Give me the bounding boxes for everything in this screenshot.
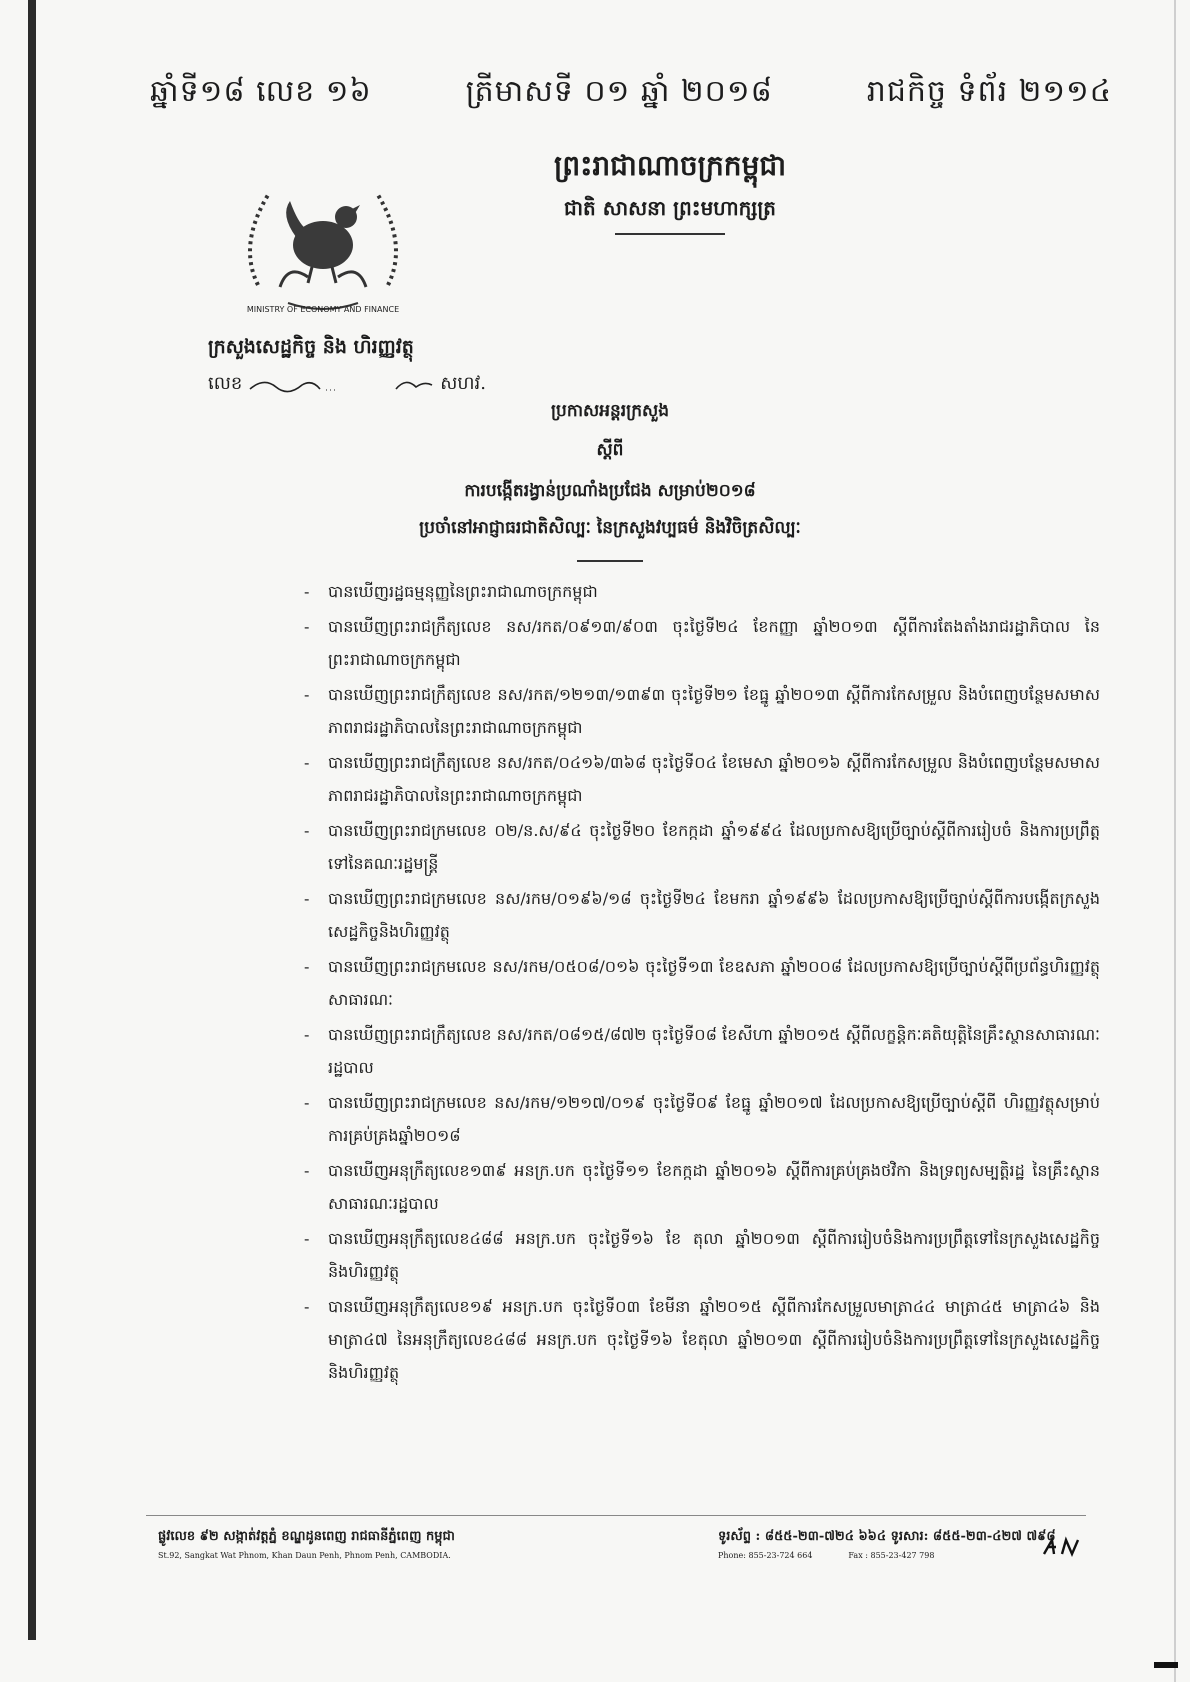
address-english: St.92, Sangkat Wat Phnom, Khan Daun Penh, Phnom Penh, CAMBODIA.: [158, 1551, 451, 1560]
list-item: - បានឃើញព្រះរាជក្រឹត្យលេខ នស/រកត/០៩១៣/៩០៣ ចុះថ្ងៃទី២៤ ខែកញ្ញា ឆ្នាំ២០១៣ ស្តីពីការតែងតាំងរាជរដ្ឋាភិបាល នៃព្រះរាជាណាចក្រកម្ពុជា: [300, 610, 1100, 676]
footer-address: [158, 1528, 455, 1560]
ministry-block: [208, 335, 486, 398]
reference-prefix: លេខ: [208, 373, 243, 394]
list-item: - បានឃើញអនុក្រឹត្យលេខ១៣៩ អនក្រ.បក ចុះថ្ងៃទី១១ ខែកក្កដា ឆ្នាំ២០១៦ ស្តីពីការគ្រប់គ្រងថវិកា និងទ្រព្យសម្បត្តិរដ្ឋ នៃគ្រឹះស្ថានសាធារណៈរដ្ឋបាល: [300, 1154, 1100, 1220]
footer-divider: [146, 1515, 1086, 1516]
document-title-line1: ការបង្កើតរង្វាន់ប្រណាំងប្រជែង សម្រាប់២០១៨: [464, 481, 756, 501]
fax-english: Fax : 855-23-427 798: [848, 1551, 935, 1560]
document-heading: [250, 400, 970, 562]
gazette-quarter: ត្រីមាសទី ០១ ឆ្នាំ ២០១៨: [465, 74, 773, 109]
kingdom-name: ព្រះរាជាណាចក្រកម្ពុជា: [553, 149, 786, 182]
list-item: - បានឃើញព្រះរាជក្រមលេខ នស/រកម/០១៩៦/១៨ ចុះថ្ងៃទី២៤ ខែមករា ឆ្នាំ១៩៩៦ ដែលប្រកាសឱ្យប្រើច្បាប់ស្តីពីការបង្កើតក្រសួងសេដ្ឋកិច្ចនិងហិរញ្ញវត្ថុ: [300, 882, 1100, 948]
running-head: [150, 72, 1112, 116]
footer-contact: [718, 1528, 1056, 1560]
list-item: - បានឃើញព្រះរាជក្រមលេខ នស/រកម/១២១៧/០១៩ ចុះថ្ងៃទី០៩ ខែធ្នូ ឆ្នាំ២០១៧ ដែលប្រកាសឱ្យប្រើច្បាប់ស្តីពី ហិរញ្ញវត្ថុសម្រាប់ការគ្រប់គ្រងឆ្នាំ២០១៨: [300, 1086, 1100, 1152]
scan-right-edge: [1174, 0, 1176, 1682]
reference-number: [208, 371, 486, 398]
considerations-list: [300, 575, 1100, 1391]
gazette-page-number: រាជកិច្ច ទំព័រ ២១១៤: [866, 74, 1112, 109]
document-title-line2: ប្រចាំនៅអាជ្ញាធរជាតិសិល្បៈ នៃក្រសួងវប្បធម៌ និងវិចិត្រសិល្បៈ: [419, 518, 801, 538]
list-item: - បានឃើញព្រះរាជក្រឹត្យលេខ នស/រកត/០៨១៥/៨៧២ ចុះថ្ងៃទី០៨ ខែសីហា ឆ្នាំ២០១៥ ស្តីពីលក្ខន្តិកៈគតិយុត្តិនៃគ្រឹះស្ថានសាធារណៈរដ្ឋបាល: [300, 1018, 1100, 1084]
contact-khmer: ទូរស័ព្ទ : ៨៥៥-២៣-៧២៤ ៦៦៤ ទូរសារ: ៨៥៥-២៣-៤២៧ ៧៩៨: [718, 1529, 1056, 1544]
scan-binding-edge: [28, 0, 36, 1640]
phone-english: Phone: 855-23-724 664: [718, 1551, 813, 1560]
national-motto: ជាតិ សាសនា ព្រះមហាក្សត្រ: [564, 196, 776, 220]
heading-rule: [577, 560, 643, 562]
address-khmer: ផ្លូវលេខ ៩២ សង្កាត់វត្តភ្នំ ខណ្ឌដូនពេញ រាជធានីភ្នំពេញ កម្ពុជា: [158, 1529, 455, 1544]
document-about: ស្តីពី: [596, 440, 624, 460]
handwritten-reference-icon: [246, 375, 436, 395]
list-item: - បានឃើញរដ្ឋធម្មនុញ្ញនៃព្រះរាជាណាចក្រកម្ពុជា: [300, 575, 1100, 608]
ornament-divider: [615, 233, 725, 235]
seal-ring-text: MINISTRY OF ECONOMY AND FINANCE: [246, 305, 400, 314]
rooster-seal-icon: [228, 165, 418, 315]
list-item: - បានឃើញព្រះរាជក្រមលេខ ០២/ន.ស/៩៤ ចុះថ្ងៃទី២០ ខែកក្កដា ឆ្នាំ១៩៩៤ ដែលប្រកាសឱ្យប្រើច្បាប់ស្តីពីការរៀបចំ និងការប្រព្រឹត្តទៅនៃគណៈរដ្ឋមន្ត្រី: [300, 814, 1100, 880]
document-type: ប្រកាសអន្តរក្រសួង: [550, 401, 670, 421]
kingdom-heading: [520, 148, 820, 235]
list-item: - បានឃើញព្រះរាជក្រឹត្យលេខ នស/រកត/១២១៣/១៣៩៣ ចុះថ្ងៃទី២១ ខែធ្នូ ឆ្នាំ២០១៣ ស្តីពីការកែសម្រួល និងបំពេញបន្ថែមសមាសភាពរាជរដ្ឋាភិបាលនៃព្រះរាជាណាចក្រកម្ពុជា: [300, 678, 1100, 744]
gazette-year-issue: ឆ្នាំទី១៨ លេខ ១៦: [150, 74, 372, 109]
handwritten-initials-icon: [1040, 1536, 1082, 1558]
reference-suffix: សហវ.: [440, 373, 486, 394]
ministry-name: ក្រសួងសេដ្ឋកិច្ច និង ហិរញ្ញវត្ថុ: [208, 336, 414, 358]
list-item: - បានឃើញអនុក្រឹត្យលេខ១៩ អនក្រ.បក ចុះថ្ងៃទី០៣ ខែមីនា ឆ្នាំ២០១៥ ស្តីពីការកែសម្រួលមាត្រា៤៤ មាត្រា៤៥ មាត្រា៤៦ និងមាត្រា៤៧ នៃអនុក្រឹត្យលេខ៤៨៨ អនក្រ.បក ចុះថ្ងៃទី១៦ ខែតុលា ឆ្នាំ២០១៣ ស្តីពីការរៀបចំនិងការប្រព្រឹត្តទៅនៃក្រសួងសេដ្ឋកិច្ចនិងហិរញ្ញវត្ថុ: [300, 1290, 1100, 1389]
scan-corner-mark: [1154, 1662, 1178, 1668]
list-item: - បានឃើញព្រះរាជក្រមលេខ នស/រកម/០៥០៨/០១៦ ចុះថ្ងៃទី១៣ ខែឧសភា ឆ្នាំ២០០៨ ដែលប្រកាសឱ្យប្រើច្បាប់ស្តីពីប្រព័ន្ធហិរញ្ញវត្ថុសាធារណៈ: [300, 950, 1100, 1016]
contact-english: [718, 1551, 1056, 1560]
list-item: - បានឃើញអនុក្រឹត្យលេខ៤៨៨ អនក្រ.បក ចុះថ្ងៃទី១៦ ខែ តុលា ឆ្នាំ២០១៣ ស្តីពីការរៀបចំនិងការប្រព្រឹត្តទៅនៃក្រសួងសេដ្ឋកិច្ចនិងហិរញ្ញវត្ថុ: [300, 1222, 1100, 1288]
list-item: - បានឃើញព្រះរាជក្រឹត្យលេខ នស/រកត/០៤១៦/៣៦៨ ចុះថ្ងៃទី០៤ ខែមេសា ឆ្នាំ២០១៦ ស្តីពីការកែសម្រួល និងបំពេញបន្ថែមសមាសភាពរាជរដ្ឋាភិបាលនៃព្រះរាជាណាចក្រកម្ពុជា: [300, 746, 1100, 812]
